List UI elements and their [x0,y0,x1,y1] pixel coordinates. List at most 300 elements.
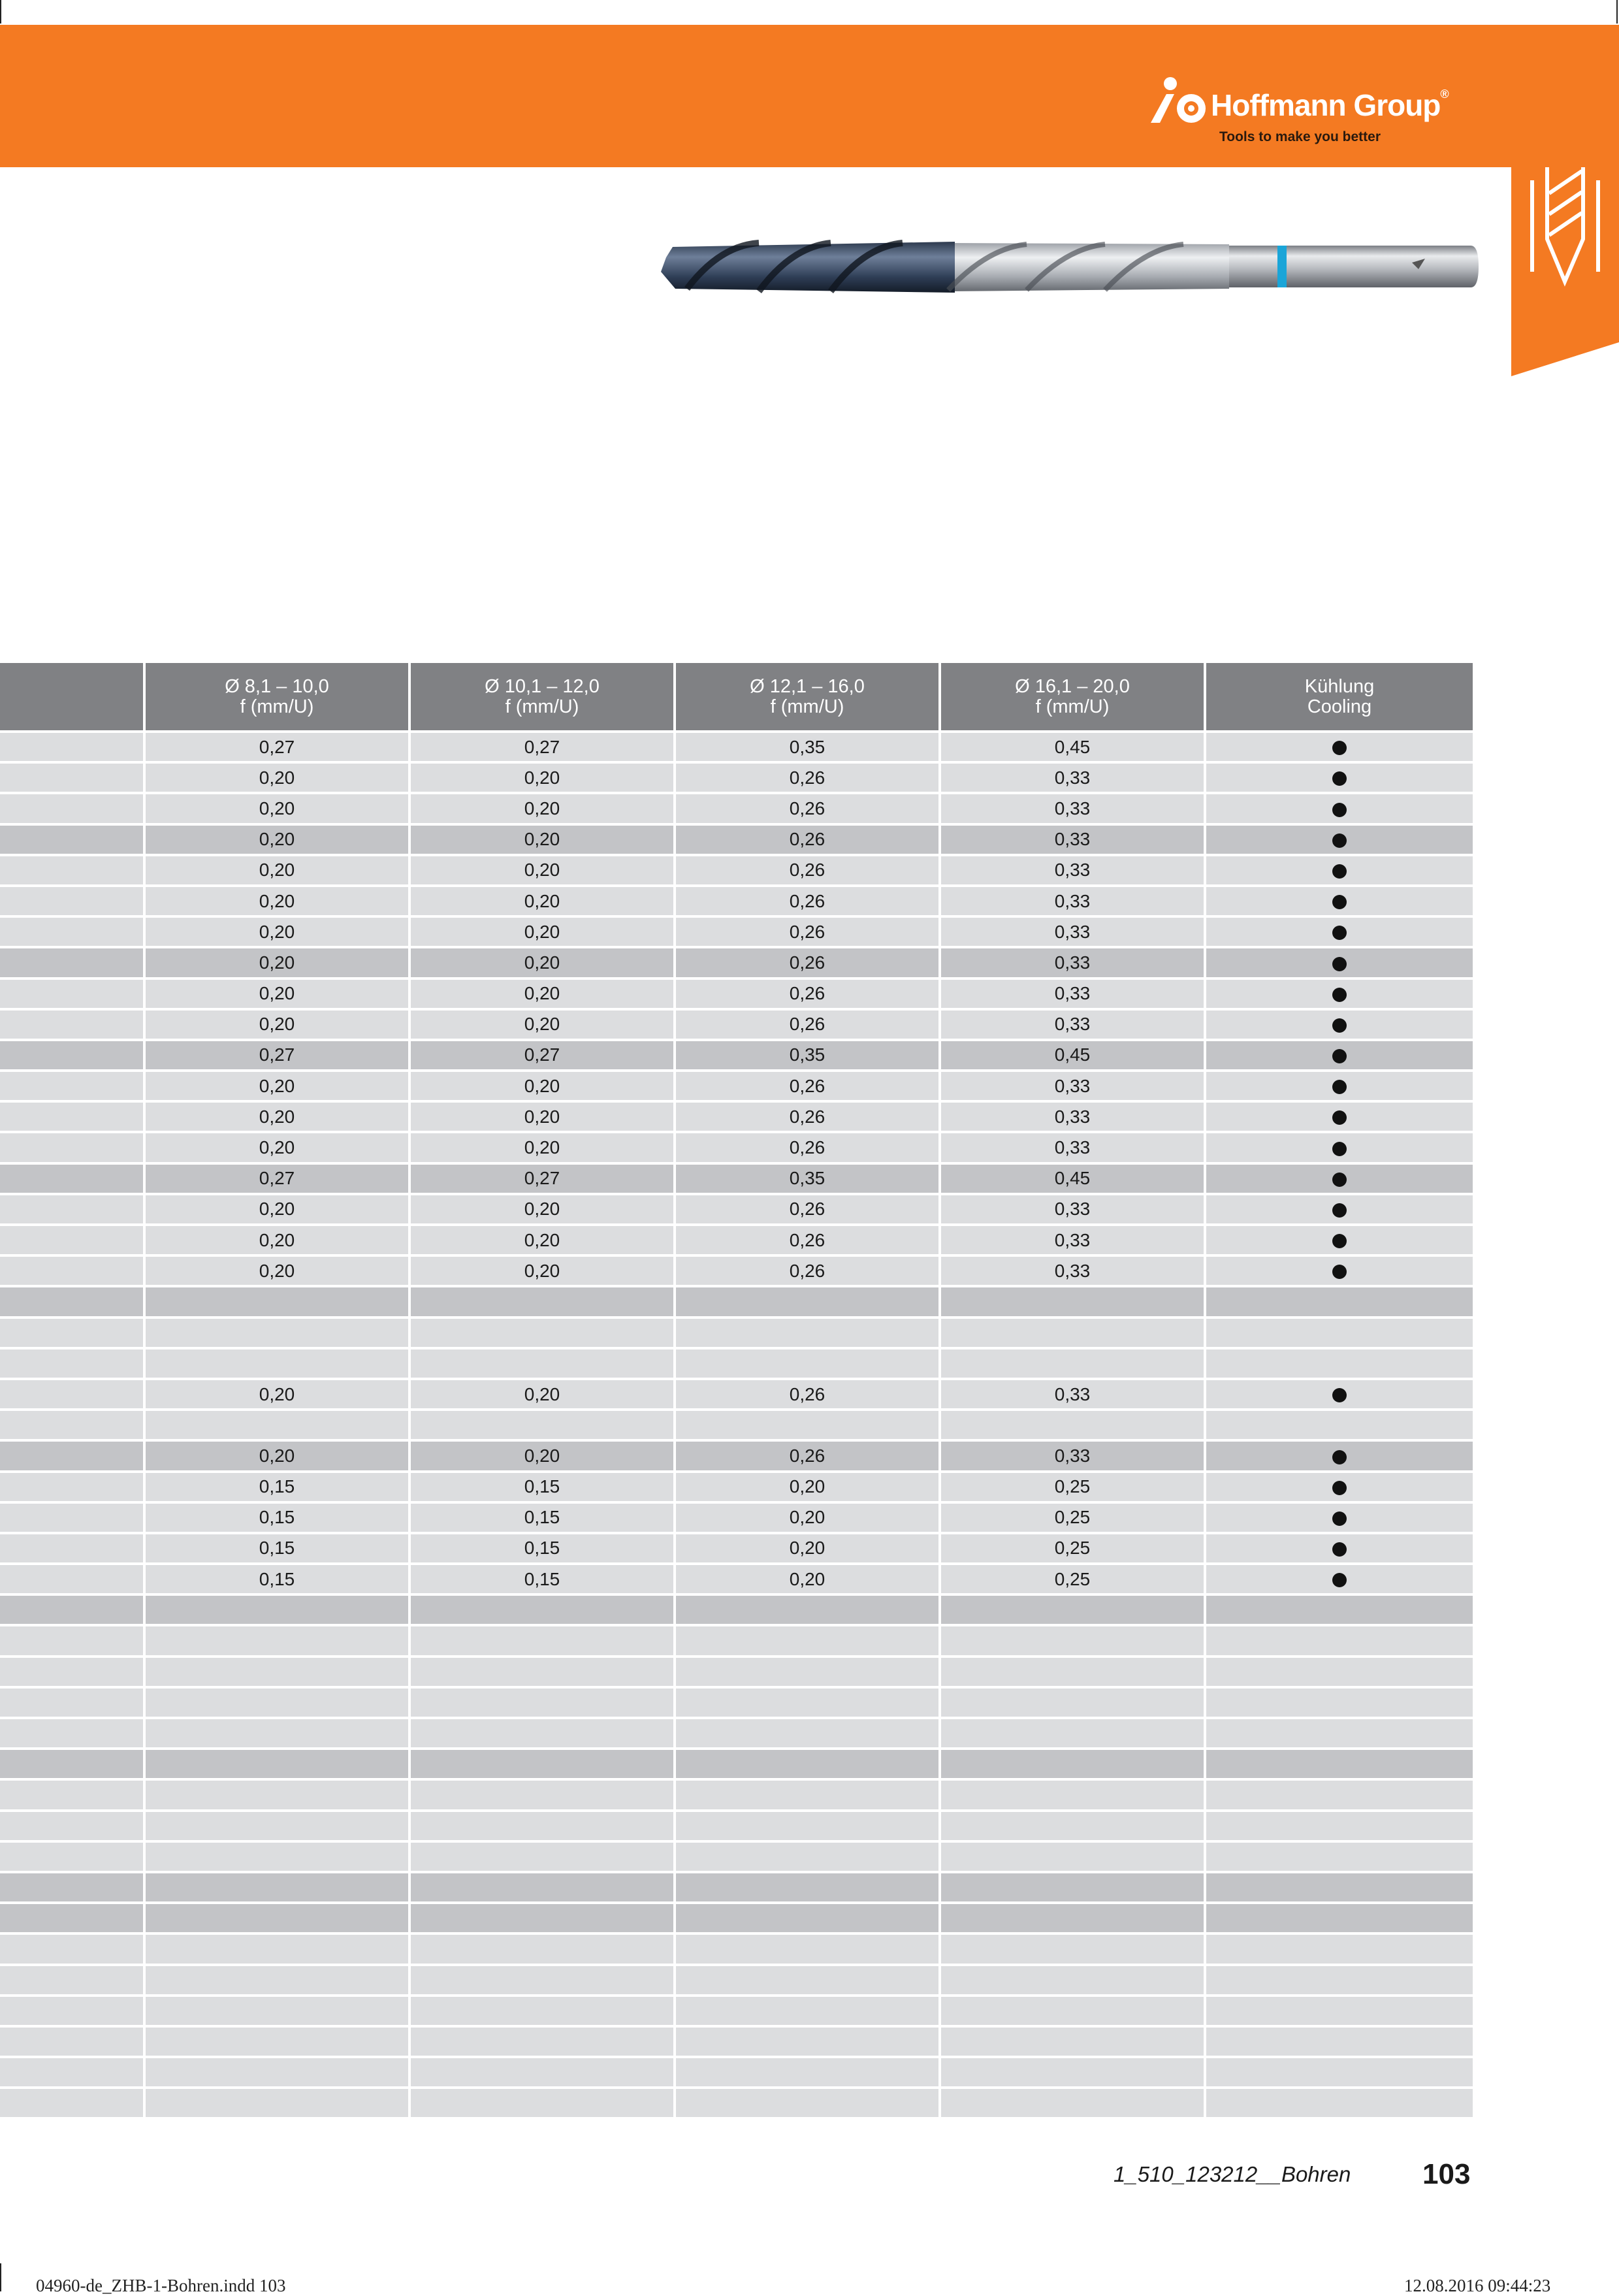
feed-value-cell [144,1625,409,1656]
feed-value-cell [940,1625,1205,1656]
feed-value-cell [675,1718,940,1749]
feed-value-cell [144,1348,409,1379]
feed-value-cell: 0,20 [409,824,675,855]
feed-value-cell: 0,33 [940,1440,1205,1471]
table-row [0,1040,1473,1071]
cooling-dot-icon [1332,1573,1347,1587]
row-label-cell [0,1318,144,1348]
feed-value-cell [409,1965,675,1996]
cooling-dot-icon [1332,1512,1347,1526]
feed-value-cell [940,1841,1205,1872]
feed-value-cell: 0,27 [144,732,409,762]
table-row [0,2088,1473,2118]
row-label-cell [0,2057,144,2088]
feed-value-cell [675,1779,940,1810]
cooling-cell [1205,1594,1473,1625]
feed-value-cell [409,1594,675,1625]
feed-value-cell: 0,20 [409,1440,675,1471]
feed-value-cell: 0,20 [144,978,409,1009]
feed-value-cell: 0,15 [409,1472,675,1502]
cooling-cell [1205,1996,1473,2026]
cooling-dot-icon [1332,1388,1347,1402]
row-label-cell [0,732,144,762]
feed-value-cell: 0,25 [940,1472,1205,1502]
table-row [0,1841,1473,1872]
feed-value-cell [144,2026,409,2057]
table-row [0,824,1473,855]
cooling-cell [1205,1779,1473,1810]
header-cell-dia-10-12: Ø 10,1 – 12,0 f (mm/U) [409,663,675,732]
feed-value-cell [144,1749,409,1779]
table-row [0,1379,1473,1410]
feed-value-cell [675,1318,940,1348]
feed-value-cell: 0,20 [675,1564,940,1594]
row-label-cell [0,886,144,916]
feed-value-cell [409,1872,675,1903]
feed-value-cell: 0,26 [675,855,940,886]
row-label-cell [0,1101,144,1132]
cooling-dot-icon [1332,1203,1347,1218]
feed-value-cell: 0,20 [144,1255,409,1286]
feed-value-cell: 0,26 [675,1225,940,1255]
feed-value-cell [409,1318,675,1348]
feed-value-cell [675,1657,940,1687]
row-label-cell [0,824,144,855]
feed-value-cell: 0,33 [940,947,1205,978]
feed-value-cell: 0,20 [144,886,409,916]
row-label-cell [0,1132,144,1163]
cooling-cell [1205,1472,1473,1502]
feed-value-cell [409,1410,675,1440]
feed-value-cell: 0,20 [144,1440,409,1471]
feed-value-cell: 0,15 [409,1533,675,1564]
feed-value-cell [675,1903,940,1933]
feed-value-cell: 0,20 [409,855,675,886]
feed-value-cell: 0,35 [675,1040,940,1071]
cooling-cell [1205,793,1473,824]
feed-value-cell [940,2088,1205,2118]
feed-value-cell [409,1933,675,1964]
row-label-cell [0,1594,144,1625]
table-row [0,855,1473,886]
table-row [0,1348,1473,1379]
feed-value-cell: 0,27 [409,1040,675,1071]
cooling-cell [1205,1071,1473,1101]
feed-value-cell: 0,15 [409,1564,675,1594]
feed-value-cell [409,2026,675,2057]
crop-mark-bottom-left [0,2263,1,2291]
cooling-cell [1205,1841,1473,1872]
cooling-dot-icon [1332,1142,1347,1156]
row-label-cell [0,1533,144,1564]
feed-value-cell [940,1286,1205,1317]
feed-value-cell [409,2057,675,2088]
table-row [0,732,1473,762]
feed-value-cell: 0,20 [409,1101,675,1132]
feed-value-cell: 0,20 [409,978,675,1009]
row-label-cell [0,2026,144,2057]
feed-value-cell: 0,25 [940,1564,1205,1594]
cooling-cell [1205,1348,1473,1379]
feed-value-cell [675,1594,940,1625]
feed-value-cell: 0,20 [144,855,409,886]
feed-value-cell: 0,26 [675,1101,940,1132]
feed-value-cell [144,1410,409,1440]
row-label-cell [0,1440,144,1471]
feed-value-cell [144,1779,409,1810]
table-row [0,1903,1473,1933]
cooling-dot-icon [1332,1049,1347,1063]
table-row [0,1225,1473,1255]
feed-value-cell: 0,33 [940,1009,1205,1040]
cooling-cell [1205,978,1473,1009]
feed-value-cell [409,1779,675,1810]
cooling-cell [1205,855,1473,886]
feed-value-cell: 0,25 [940,1533,1205,1564]
cooling-cell [1205,2026,1473,2057]
row-label-cell [0,916,144,947]
row-label-cell [0,855,144,886]
cooling-cell [1205,1318,1473,1348]
feed-value-cell: 0,35 [675,732,940,762]
feed-value-cell: 0,26 [675,824,940,855]
brand-name: Hoffmann Group [1211,88,1441,122]
feed-value-cell: 0,15 [144,1533,409,1564]
cooling-dot-icon [1332,771,1347,786]
feed-value-cell [144,1718,409,1749]
table-body [0,732,1473,2118]
feed-value-cell: 0,20 [144,824,409,855]
feed-value-cell [409,1286,675,1317]
table-row [0,1132,1473,1163]
table-row [0,1687,1473,1718]
feed-value-cell: 0,20 [144,1009,409,1040]
cooling-dot-icon [1332,1481,1347,1495]
cooling-cell [1205,916,1473,947]
feed-value-cell: 0,33 [940,886,1205,916]
feed-value-cell: 0,26 [675,947,940,978]
feed-value-cell [940,1318,1205,1348]
cooling-cell [1205,1533,1473,1564]
cooling-dot-icon [1332,1542,1347,1557]
row-label-cell [0,1564,144,1594]
feed-value-cell: 0,33 [940,762,1205,793]
table-row [0,1965,1473,1996]
feed-value-cell: 0,20 [144,1379,409,1410]
feed-value-cell [940,1779,1205,1810]
feed-value-cell: 0,15 [144,1472,409,1502]
cooling-dot-icon [1332,988,1347,1002]
table-header-row [0,663,1473,732]
row-label-cell [0,1472,144,1502]
feed-value-cell [144,1903,409,1933]
row-label-cell [0,1718,144,1749]
feed-value-cell [409,1811,675,1841]
feed-value-cell: 0,26 [675,1009,940,1040]
feed-value-cell [409,1841,675,1872]
table-row [0,1718,1473,1749]
feed-value-cell [940,1749,1205,1779]
feed-rate-table [0,663,1473,2120]
feed-value-cell: 0,15 [144,1502,409,1533]
hoffmann-group-logo [1151,73,1484,152]
feed-value-cell [675,1625,940,1656]
twist-drill-image [661,233,1479,300]
cooling-cell [1205,1255,1473,1286]
row-label-cell [0,1163,144,1194]
print-slug-file: 04960-de_ZHB-1-Bohren.indd 103 [36,2276,286,2295]
row-label-cell [0,1779,144,1810]
feed-value-cell [144,1594,409,1625]
feed-value-cell [409,2088,675,2118]
table-row [0,1318,1473,1348]
feed-value-cell: 0,26 [675,916,940,947]
feed-value-cell: 0,15 [144,1564,409,1594]
header-cell-dia-12-16: Ø 12,1 – 16,0 f (mm/U) [675,663,940,732]
table-row [0,1533,1473,1564]
feed-value-cell [940,1903,1205,1933]
cooling-dot-icon [1332,957,1347,971]
feed-value-cell: 0,45 [940,732,1205,762]
cooling-cell [1205,1101,1473,1132]
table-row [0,1286,1473,1317]
feed-value-cell: 0,45 [940,1040,1205,1071]
feed-value-cell: 0,27 [409,1163,675,1194]
cooling-cell [1205,1657,1473,1687]
feed-value-cell [409,1996,675,2026]
header-cell-dia-16-20: Ø 16,1 – 20,0 f (mm/U) [940,663,1205,732]
feed-value-cell [144,2057,409,2088]
cooling-cell [1205,947,1473,978]
cooling-dot-icon [1332,864,1347,879]
feed-value-cell [144,2088,409,2118]
cooling-dot-icon [1332,803,1347,817]
feed-value-cell: 0,20 [144,1132,409,1163]
feed-value-cell: 0,20 [144,1194,409,1225]
feed-value-cell [409,1657,675,1687]
feed-value-cell: 0,26 [675,978,940,1009]
table-row [0,1625,1473,1656]
table-row [0,1255,1473,1286]
feed-value-cell [940,1687,1205,1718]
cooling-cell [1205,1933,1473,1964]
row-label-cell [0,1410,144,1440]
feed-value-cell: 0,20 [409,1194,675,1225]
feed-value-cell: 0,45 [940,1163,1205,1194]
row-label-cell [0,793,144,824]
row-label-cell [0,1225,144,1255]
crop-mark-top-right [1616,0,1618,24]
row-label-cell [0,762,144,793]
print-slug-timestamp: 12.08.2016 09:44:23 [1404,2276,1551,2295]
feed-value-cell: 0,33 [940,978,1205,1009]
cooling-cell [1205,2088,1473,2118]
cooling-cell [1205,1286,1473,1317]
feed-value-cell [675,1841,940,1872]
row-label-cell [0,1379,144,1410]
row-label-cell [0,1040,144,1071]
cooling-dot-icon [1332,1450,1347,1464]
table-row [0,1163,1473,1194]
feed-value-cell: 0,33 [940,1101,1205,1132]
feed-value-cell: 0,15 [409,1502,675,1533]
feed-value-cell [675,1286,940,1317]
row-label-cell [0,1625,144,1656]
feed-value-cell: 0,20 [144,1225,409,1255]
feed-value-cell: 0,20 [144,916,409,947]
table-row [0,1749,1473,1779]
table-row [0,793,1473,824]
table-row [0,1101,1473,1132]
feed-value-cell: 0,20 [675,1533,940,1564]
feed-value-cell [675,1872,940,1903]
table-row [0,947,1473,978]
cooling-cell [1205,1440,1473,1471]
cooling-cell [1205,1163,1473,1194]
table-row [0,1410,1473,1440]
cooling-cell [1205,1872,1473,1903]
feed-value-cell [675,2026,940,2057]
table-row [0,762,1473,793]
feed-value-cell [940,1872,1205,1903]
row-label-cell [0,1657,144,1687]
feed-value-cell: 0,20 [409,886,675,916]
cooling-cell [1205,1625,1473,1656]
feed-value-cell: 0,20 [144,947,409,978]
row-label-cell [0,2088,144,2118]
cooling-cell [1205,1502,1473,1533]
feed-value-cell [144,1286,409,1317]
feed-value-cell: 0,26 [675,1255,940,1286]
row-label-cell [0,1071,144,1101]
table-row [0,1472,1473,1502]
row-label-cell [0,1687,144,1718]
feed-value-cell: 0,20 [675,1502,940,1533]
feed-value-cell [940,2057,1205,2088]
feed-value-cell [675,1965,940,1996]
feed-value-cell: 0,27 [144,1040,409,1071]
table-row [0,1564,1473,1594]
feed-value-cell: 0,33 [940,793,1205,824]
cooling-cell [1205,1410,1473,1440]
feed-value-cell: 0,33 [940,1194,1205,1225]
cooling-cell [1205,1903,1473,1933]
feed-value-cell: 0,20 [409,1379,675,1410]
feed-value-cell [144,1933,409,1964]
feed-value-cell: 0,20 [409,1255,675,1286]
feed-value-cell [409,1625,675,1656]
feed-value-cell: 0,26 [675,1071,940,1101]
header-cell-dia-8-10: Ø 8,1 – 10,0 f (mm/U) [144,663,409,732]
document-reference: 1_510_123212__Bohren [1114,2162,1351,2186]
feed-value-cell: 0,20 [409,1132,675,1163]
row-label-cell [0,1811,144,1841]
row-label-cell [0,1933,144,1964]
feed-value-cell: 0,33 [940,1255,1205,1286]
row-label-cell [0,1996,144,2026]
table-row [0,1779,1473,1810]
feed-value-cell: 0,33 [940,1071,1205,1101]
feed-value-cell: 0,20 [409,793,675,824]
feed-value-cell [940,1594,1205,1625]
table-row [0,1502,1473,1533]
cooling-dot-icon [1332,1080,1347,1094]
row-label-cell [0,1009,144,1040]
cooling-dot-icon [1332,1234,1347,1248]
feed-value-cell: 0,33 [940,1132,1205,1163]
header-cell-label [0,663,144,732]
feed-value-cell: 0,33 [940,1379,1205,1410]
feed-value-cell: 0,20 [144,1101,409,1132]
row-label-cell [0,947,144,978]
cooling-cell [1205,1749,1473,1779]
feed-value-cell [409,1749,675,1779]
feed-value-cell [144,1657,409,1687]
feed-value-cell: 0,26 [675,1132,940,1163]
cooling-cell [1205,1009,1473,1040]
feed-value-cell [144,1811,409,1841]
feed-value-cell: 0,26 [675,1194,940,1225]
feed-value-cell [144,1318,409,1348]
feed-value-cell: 0,20 [409,916,675,947]
feed-value-cell [409,1348,675,1379]
feed-value-cell: 0,25 [940,1502,1205,1533]
cooling-dot-icon [1332,895,1347,909]
cooling-cell [1205,1132,1473,1163]
table-row [0,978,1473,1009]
row-label-cell [0,1502,144,1533]
cooling-cell [1205,1965,1473,1996]
feed-value-cell [940,1965,1205,1996]
feed-value-cell [675,1996,940,2026]
cooling-cell [1205,1718,1473,1749]
brand-registered-mark: ® [1440,88,1449,101]
row-label-cell [0,1348,144,1379]
cooling-cell [1205,1194,1473,1225]
feed-value-cell [144,1965,409,1996]
feed-value-cell [940,1348,1205,1379]
table-row [0,916,1473,947]
table-row [0,2057,1473,2088]
row-label-cell [0,1965,144,1996]
table-row [0,1071,1473,1101]
brand-mark-icon [1151,76,1210,128]
feed-value-cell: 0,33 [940,1225,1205,1255]
row-label-cell [0,1841,144,1872]
feed-value-cell [940,1996,1205,2026]
feed-value-cell: 0,20 [409,1009,675,1040]
feed-value-cell [675,1749,940,1779]
feed-value-cell [675,1933,940,1964]
feed-value-cell: 0,20 [409,1225,675,1255]
feed-value-cell: 0,35 [675,1163,940,1194]
cooling-cell [1205,1564,1473,1594]
feed-value-cell: 0,20 [144,793,409,824]
feed-value-cell: 0,26 [675,1440,940,1471]
drill-section-icon [1511,167,1619,376]
table-row [0,886,1473,916]
table-row [0,1996,1473,2026]
feed-value-cell: 0,26 [675,793,940,824]
table-row [0,1594,1473,1625]
row-label-cell [0,1749,144,1779]
feed-value-cell [940,1811,1205,1841]
feed-value-cell: 0,20 [144,762,409,793]
cooling-dot-icon [1332,1018,1347,1033]
feed-value-cell [675,1410,940,1440]
feed-value-cell: 0,33 [940,855,1205,886]
feed-value-cell [940,1718,1205,1749]
